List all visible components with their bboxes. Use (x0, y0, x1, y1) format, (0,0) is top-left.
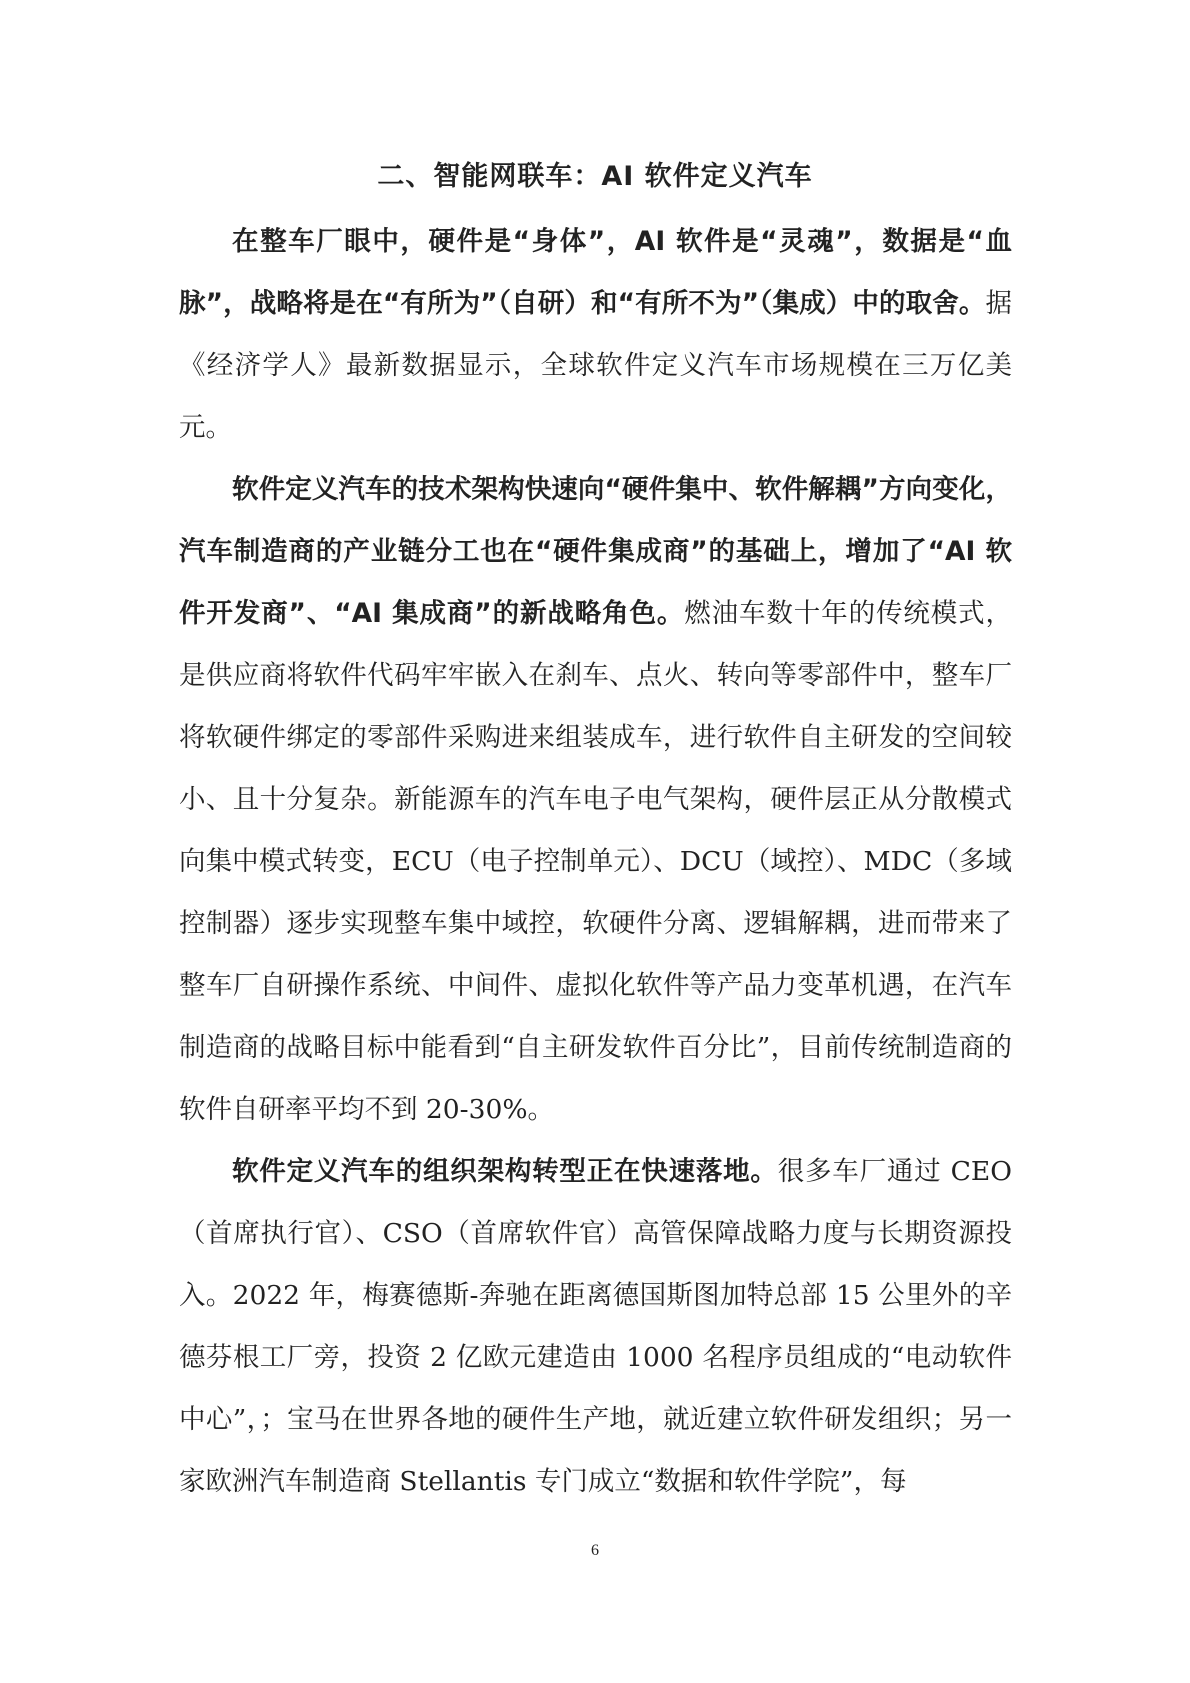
paragraph-1 (179, 211, 1012, 459)
section-heading: 二、智能网联车：AI 软件定义汽车 (377, 161, 813, 192)
paragraph-3-text: 很多车厂通过 CEO（首席执行官）、CSO（首席软件官）高管保障战略力度与长期资源投入。2022 年，梅赛德斯-奔驰在距离德国斯图加特总部 15 公里外的辛德芬根工厂旁，投资 2 亿欧元建造由 1000 名程序员组成的“电动软件中心”，；宝马在世界各地的硬件生产地，就近建立软件研发组织；另一家欧洲汽车制造商 Stellantis 专门成立“数据和软件学院”，每 (179, 1156, 1012, 1497)
paragraph-1-text: 据《经济学人》最新数据显示，全球软件定义汽车市场规模在三万亿美元。 (179, 288, 1012, 443)
body-text (179, 211, 1012, 1513)
paragraph-1-bold: 在整车厂眼中，硬件是“身体”，AI 软件是“灵魂”，数据是“血脉”，战略将是在“有所为”（自研）和“有所不为”（集成）中的取舍。 (179, 226, 1012, 319)
paragraph-2-text: 燃油车数十年的传统模式，是供应商将软件代码牢牢嵌入在刹车、点火、转向等零部件中，整车厂将软硬件绑定的零部件采购进来组装成车，进行软件自主研发的空间较小、且十分复杂。新能源车的汽车电子电气架构，硬件层正从分散模式向集中模式转变，ECU（电子控制单元）、DCU（域控）、MDC（多域控制器）逐步实现整车集中域控，软硬件分离、逻辑解耦，进而带来了整车厂自研操作系统、中间件、虚拟化软件等产品力变革机遇，在汽车制造商的战略目标中能看到“自主研发软件百分比”，目前传统制造商的软件自研率平均不到 20-30%。 (179, 598, 1012, 1125)
paragraph-2-bold: 软件定义汽车的技术架构快速向“硬件集中、软件解耦”方向变化，汽车制造商的产业链分工也在“硬件集成商”的基础上，增加了“AI 软件开发商”、“AI 集成商”的新战略角色。 (179, 474, 1012, 629)
paragraph-3 (179, 1141, 1012, 1513)
paragraph-3-bold: 软件定义汽车的组织架构转型正在快速落地。 (232, 1156, 778, 1187)
page-number: 6 (591, 1542, 599, 1559)
paragraph-2 (179, 459, 1012, 1141)
